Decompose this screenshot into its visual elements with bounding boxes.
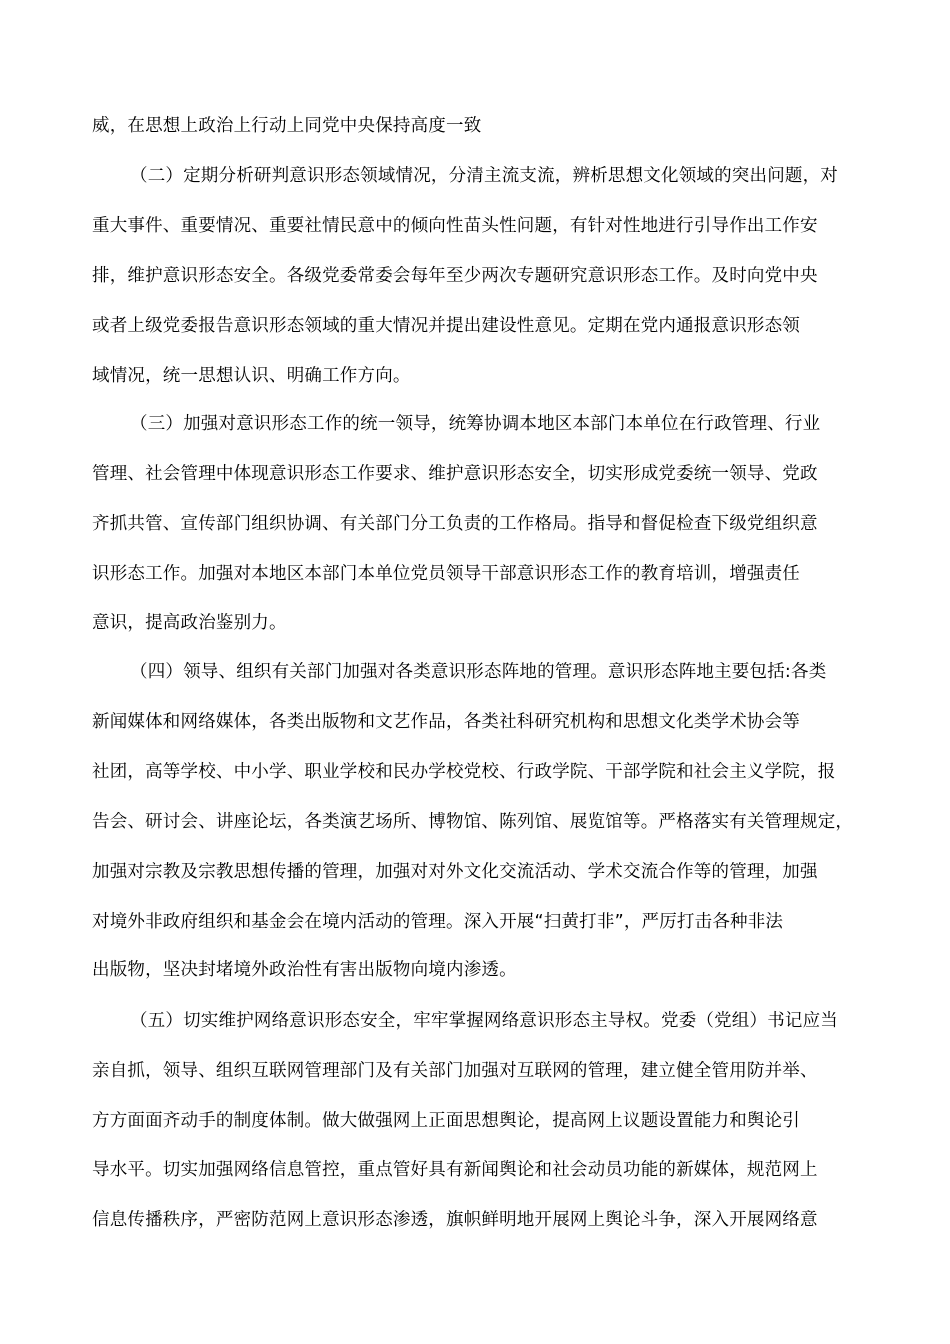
- text-line: 排，维护意识形态安全。各级党委常委会每年至少两次专题研究意识形态工作。及时向党中央: [92, 266, 818, 286]
- paragraph-heading-5: （五）切实维护网络意识形态安全，牢牢掌握网络意识形态主导权。党委（党组）书记应当: [130, 1011, 838, 1031]
- text-line: 齐抓共管、宣传部门组织协调、有关部门分工负责的工作格局。指导和督促检查下级党组织意: [92, 514, 818, 534]
- text-line: 威，在思想上政治上行动上同党中央保持高度一致: [92, 116, 482, 136]
- paragraph-heading-2: （二）定期分析研判意识形态领域情况，分清主流支流，辨析思想文化领域的突出问题，对: [130, 166, 838, 186]
- text-line: 亲自抓，领导、组织互联网管理部门及有关部门加强对互联网的管理，建立健全管用防并举、: [92, 1061, 818, 1081]
- text-line: 新闻媒体和网络媒体，各类出版物和文艺作品，各类社科研究机构和思想文化类学术协会等: [92, 712, 800, 732]
- paragraph-heading-4: （四）领导、组织有关部门加强对各类意识形态阵地的管理。意识形态阵地主要包括:各类: [130, 662, 827, 682]
- text-line: 对境外非政府组织和基金会在境内活动的管理。深入开展“扫黄打非”，严厉打击各种非法: [92, 912, 784, 932]
- text-line: 识形态工作。加强对本地区本部门本单位党员领导干部意识形态工作的教育培训，增强责任: [92, 564, 800, 584]
- text-line: 告会、研讨会、讲座论坛，各类演艺场所、博物馆、陈列馆、展览馆等。严格落实有关管理规定，: [92, 812, 854, 832]
- text-line: 或者上级党委报告意识形态领域的重大情况并提出建设性意见。定期在党内通报意识形态领: [92, 316, 800, 336]
- text-line: 重大事件、重要情况、重要社情民意中的倾向性苗头性问题，有针对性地进行引导作出工作安: [92, 216, 818, 236]
- text-line: 社团，高等学校、中小学、职业学校和民办学校党校、行政学院、干部学院和社会主义学院，报: [92, 762, 836, 782]
- text-line: 意识，提高政治鉴别力。: [92, 613, 287, 633]
- text-line: 加强对宗教及宗教思想传播的管理，加强对对外文化交流活动、学术交流合作等的管理，加强: [92, 862, 818, 882]
- paragraph-heading-3: （三）加强对意识形态工作的统一领导，统筹协调本地区本部门本单位在行政管理、行业: [130, 414, 821, 434]
- text-line: 域情况，统一思想认识、明确工作方向。: [92, 366, 411, 386]
- text-line: 信息传播秩序，严密防范网上意识形态渗透，旗帜鲜明地开展网上舆论斗争，深入开展网络意: [92, 1210, 818, 1230]
- text-line: 导水平。切实加强网络信息管控，重点管好具有新闻舆论和社会动员功能的新媒体，规范网上: [92, 1160, 818, 1180]
- text-line: 出版物，坚决封堵境外政治性有害出版物向境内渗透。: [92, 960, 517, 980]
- text-line: 方方面面齐动手的制度体制。做大做强网上正面思想舆论，提高网上议题设置能力和舆论引: [92, 1111, 800, 1131]
- text-line: 管理、社会管理中体现意识形态工作要求、维护意识形态安全，切实形成党委统一领导、党政: [92, 464, 818, 484]
